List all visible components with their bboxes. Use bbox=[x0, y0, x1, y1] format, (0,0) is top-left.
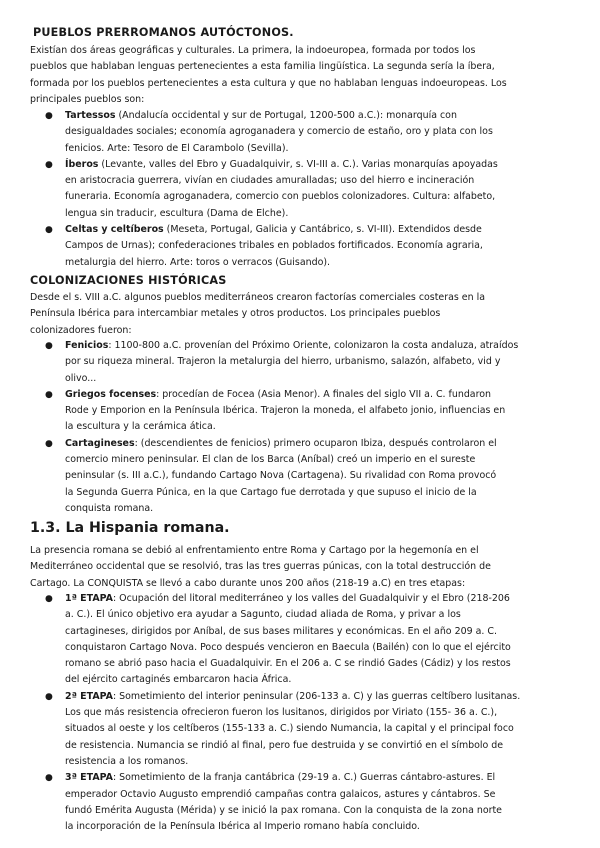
item-term: Cartagineses bbox=[65, 437, 135, 449]
section-intro-hispania: La presencia romana se debió al enfrentamiento entre Roma y Cartago por la hegemonía en el Mediterráneo occidental que se resolvió, tras las tres guerras púnicas, con la total destrucción de Cartago. La CONQUISTA se llevó a cabo durante unos 200 años (218-19 a.C) en tres etapas: bbox=[30, 545, 491, 589]
section-intro-prerromanos: Existían dos áreas geográficas y culturales. La primera, la indoeuropea, formada por todos los pueblos que hablaban lenguas pertenecientes a esta familia lingüística. La segunda sería la íbera, formada por los pueblos pertenecientes a esta cultura y que no hablaban lenguas indoeuropeas. Los principales pueblos son: bbox=[30, 45, 507, 105]
item-term: 1ª ETAPA bbox=[65, 593, 113, 604]
list-item bbox=[45, 436, 585, 517]
item-text: : (descendientes de fenicios) primero ocuparon Ibiza, después controlaron el comercio minero peninsular. El clan de los Barca (Aníbal) creó un imperio en el sureste peninsular (s. III a.C.), fundando Cartago Nova (Cartagena). Su rivalidad con Roma provocó la Segunda Guerra Púnica, en la que Cartago fue derrotada y que supuso el inicio de la conquista romana. bbox=[65, 437, 497, 514]
bullet-icon: ● bbox=[45, 111, 53, 121]
list-item bbox=[45, 157, 585, 222]
section-intro-colonizaciones: Desde el s. VIII a.C. algunos pueblos mediterráneos crearon factorías comerciales costeras en la Península Ibérica para intercambiar metales y otros productos. Los principales pueblos colonizadores fueron: bbox=[30, 292, 485, 336]
item-text: : Ocupación del litoral mediterráneo y los valles del Guadalquivir y el Ebro (218-206 a. C.). El único objetivo era ayudar a Sagunto, ciudad aliada de Roma, y privar a los cartagineses, dirigidos por Aníbal, de sus bases militares y económicas. En el año 209 a. C. conquistaron Cartago Nova. Poco después vencieron en Baecula (Bailén) con lo que el ejército romano se abrió paso hacia el Guadalquivir. En el 206 a. C se rindió Gades (Cádiz) y los restos del ejército cartaginés embarcaron hacia África. bbox=[65, 593, 511, 686]
item-term: Tartessos bbox=[65, 110, 116, 121]
bullet-icon: ● bbox=[45, 438, 53, 449]
item-text: (Levante, valles del Ebro y Guadalquivir, s. VI-III a. C.). Varias monarquías apoyadas en aristocracia guerrera, vivían en ciudades amuralladas; uso del hierro e incineración funeraria. Economía agroganadera, comercio con pueblos colonizadores. Cultura: alfabeto, lengua sin traducir, escultura (Dama de Elche). bbox=[65, 158, 498, 219]
item-term: 3ª ETAPA bbox=[65, 772, 113, 784]
list-etapas bbox=[45, 591, 585, 835]
item-term: Fenicios bbox=[65, 340, 109, 351]
item-text: : procedían de Focea (Asia Menor). A finales del siglo VII a. C. fundaron Rode y Emporion en la Península Ibérica. Trajeron la moneda, el alfabeto jonio, influencias en la escultura y la cerámica ática. bbox=[65, 388, 506, 433]
section-heading-hispania-romana: 1.3. La Hispania romana. bbox=[30, 520, 230, 536]
item-term: Griegos focenses bbox=[65, 388, 157, 400]
section-title-colonizaciones: COLONIZACIONES HISTÓRICAS bbox=[30, 274, 227, 287]
item-text: : 1100-800 a.C. provenían del Próximo Oriente, colonizaron la costa andaluza, atraídos por su riqueza mineral. Trajeron la metalurgia del hierro, urbanismo, salazón, alfabeto, vid y olivo... bbox=[65, 340, 519, 384]
item-term: Íberos bbox=[65, 158, 99, 170]
list-item bbox=[45, 591, 585, 689]
list-item bbox=[45, 770, 585, 835]
bullet-icon: ● bbox=[45, 159, 53, 170]
bullet-icon: ● bbox=[45, 594, 53, 604]
list-item bbox=[45, 338, 585, 387]
list-pueblos bbox=[45, 108, 585, 271]
list-item bbox=[45, 387, 585, 436]
item-term: 2ª ETAPA bbox=[65, 690, 113, 702]
list-colonizadores bbox=[45, 338, 585, 517]
bullet-icon: ● bbox=[45, 225, 53, 236]
bullet-icon: ● bbox=[45, 773, 53, 784]
bullet-icon: ● bbox=[45, 389, 53, 400]
bullet-icon: ● bbox=[45, 691, 53, 702]
item-text: : Sometimiento de la franja cantábrica (29-19 a. C.) Guerras cántabro-astures. El emperador Octavio Augusto emprendió campañas contra galaicos, astures y cántabros. Se fundó Emérita Augusta (Mérida) y se inició la pax romana. Con la conquista de la zona norte la incorporación de la Península Ibérica al Imperio romano había concluido. bbox=[65, 772, 502, 833]
list-item bbox=[45, 108, 585, 157]
list-item bbox=[45, 222, 585, 271]
item-term: Celtas y celtíberos bbox=[65, 224, 164, 236]
section-title-prerromanos: PUEBLOS PRERROMANOS AUTÓCTONOS. bbox=[33, 26, 294, 39]
item-text: (Meseta, Portugal, Galicia y Cantábrico, s. VI-III). Extendidos desde Campos de Urnas); confederaciones tribales en poblados fortificados. Economía agraria, metalurgia del hierro. Arte: toros o verracos (Guisando). bbox=[65, 224, 483, 268]
item-text: : Sometimiento del interior peninsular (206-133 a. C) y las guerras celtíbero lusitanas. Los que más resistencia ofrecieron fueron los lusitanos, dirigidos por Viriato (155- 36 a. C.), situados al oeste y los celtíberos (155-133 a. C.) siendo Numancia, la capital y el principal foco de resistencia. Numancia se rindió al final, pero fue destruida y se convirtió en el símbolo de resistencia a los romanos. bbox=[65, 690, 521, 767]
item-text: (Andalucía occidental y sur de Portugal, 1200-500 a.C.): monarquía con desigualdades sociales; economía agroganadera y comercio de estaño, oro y plata con los fenicios. Arte: Tesoro de El Carambolo (Sevilla). bbox=[65, 110, 493, 154]
bullet-icon: ● bbox=[45, 341, 53, 351]
list-item bbox=[45, 689, 585, 770]
